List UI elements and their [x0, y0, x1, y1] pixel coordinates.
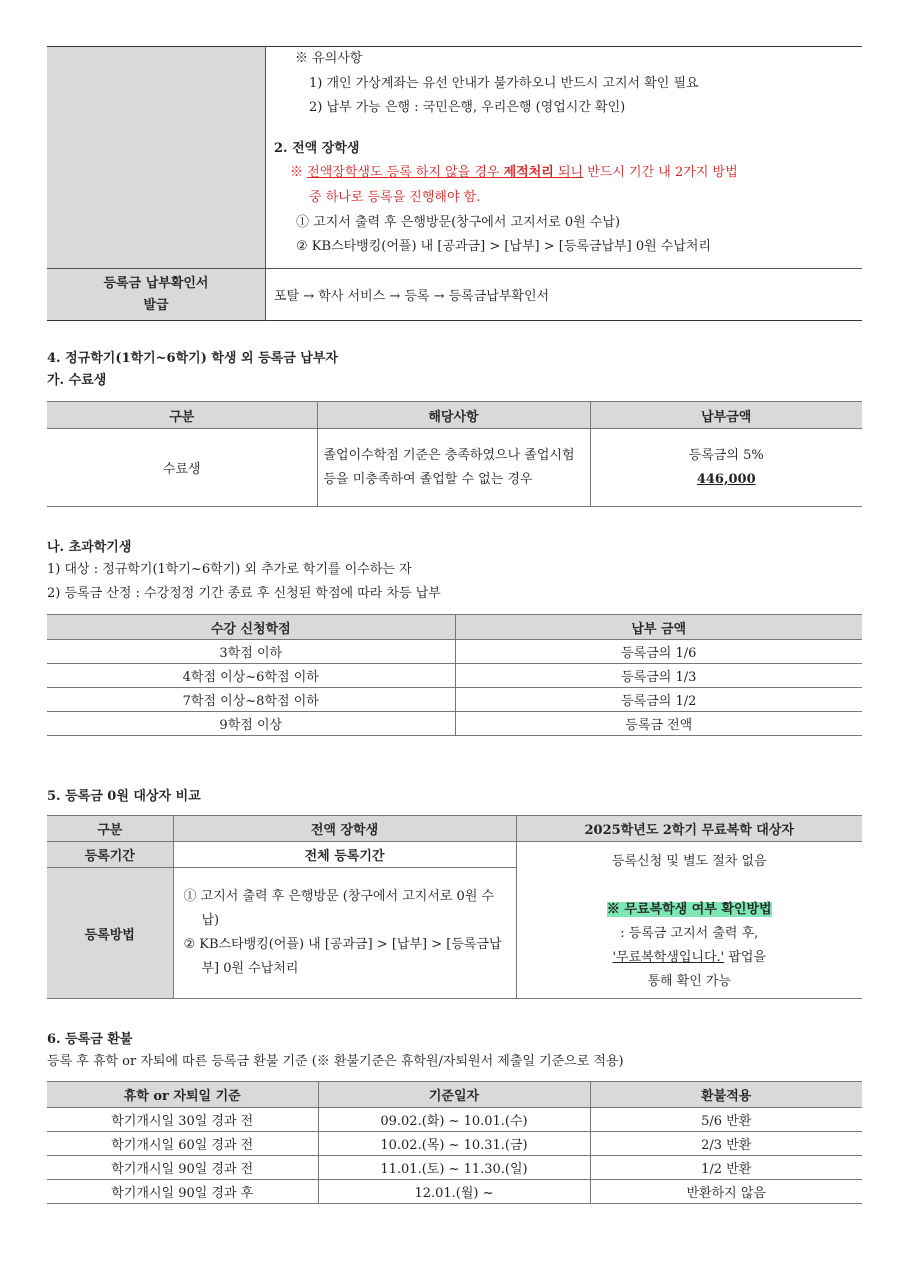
col-header-scholar: 전액 장학생: [173, 816, 516, 842]
row-amount: [590, 429, 862, 507]
row-condition: 졸업이수학점 기준은 충족하였으나 졸업시험 등을 미충족하여 졸업할 수 없는 경우: [317, 429, 590, 507]
col-header-category: 구분: [47, 816, 173, 842]
col-header-free: 2025학년도 2학기 무료복학 대상자: [516, 816, 862, 842]
warn-prefix: ※: [290, 165, 308, 181]
col-header-basis: 휴학 or 자퇴일 기준: [47, 1082, 318, 1108]
note-1: 1) 개인 가상계좌는 유선 안내가 불가하오니 반드시 고지서 확인 필요: [309, 75, 699, 91]
payment-cell: 등록금의 1/3: [455, 664, 862, 688]
basis-cell: 학기개시일 60일 경과 전: [47, 1132, 318, 1156]
col-header-condition: 해당사항: [317, 402, 590, 429]
method-label: 등록방법: [47, 868, 173, 999]
note-2: 2) 납부 가능 은행 : 국민은행, 우리은행 (영업시간 확인): [309, 100, 626, 116]
date-cell: 12.01.(월) ~: [318, 1180, 590, 1204]
refund-cell: 2/3 반환: [590, 1132, 862, 1156]
excess-calc: 2) 등록금 산정 : 수강정정 기간 종료 후 신청된 학점에 따라 차등 납부: [47, 586, 441, 601]
notice-row: [47, 47, 862, 269]
table-row: [47, 1156, 862, 1180]
credit-cell: 7학점 이상~8학점 이하: [47, 688, 455, 712]
zero-fee-compare-table: [47, 815, 862, 999]
free-check-3: 통해 확인 가능: [647, 974, 732, 989]
label-cell-empty: [47, 47, 266, 269]
table-row: [47, 1180, 862, 1204]
free-check-title: ※ 무료복학생 여부 확인방법: [606, 902, 772, 917]
section4-sub-a: 가. 수료생: [47, 373, 107, 388]
warn-underlined-1: 전액장학생도 등록 하지 않을 경우: [307, 165, 504, 181]
table-row: [47, 688, 862, 712]
table-row: [47, 664, 862, 688]
section4-title: 4. 정규학기(1학기~6학기) 학생 외 등록금 납부자: [47, 351, 338, 366]
excess-target: 1) 대상 : 정규학기(1학기~6학기) 외 추가로 학기를 이수하는 자: [47, 562, 412, 577]
confirm-label-2: 발급: [143, 297, 169, 313]
date-cell: 09.02.(화) ~ 10.01.(수): [318, 1108, 590, 1132]
col-header-credits: 수강 신청학점: [47, 615, 455, 640]
col-header-amount: 납부금액: [590, 402, 862, 429]
credit-cell: 3학점 이하: [47, 640, 455, 664]
table-row: [47, 640, 862, 664]
col-header-date: 기준일자: [318, 1082, 590, 1108]
graduate-candidate-table: [47, 401, 862, 507]
refund-cell: 반환하지 않음: [590, 1180, 862, 1204]
confirm-row: [47, 269, 862, 321]
credit-table: [47, 614, 862, 736]
col-header-payment: 납부 금액: [455, 615, 862, 640]
credit-cell: 4학점 이상~6학점 이하: [47, 664, 455, 688]
basis-cell: 학기개시일 30일 경과 전: [47, 1108, 318, 1132]
period-free: 등록신청 및 별도 절차 없음: [611, 854, 767, 869]
amount-value: 446,000: [696, 471, 756, 487]
free-info-cell: [516, 842, 862, 999]
warn-bold: 제적처리: [503, 165, 554, 181]
free-check-2: [517, 946, 863, 970]
payment-cell: 등록금 전액: [455, 712, 862, 736]
method-cell: [173, 868, 516, 999]
payment-cell: 등록금의 1/2: [455, 688, 862, 712]
confirm-label: [47, 269, 266, 321]
scholar-title: 2. 전액 장학생: [274, 140, 360, 156]
notes-title: ※ 유의사항: [295, 51, 363, 66]
notice-content-cell: [266, 47, 863, 269]
free-check-popup-text: '무료복학생입니다.': [612, 950, 725, 965]
confirm-label-1: 등록금 납부확인서: [103, 275, 209, 291]
table-row: [47, 1108, 862, 1132]
date-cell: 10.02.(목) ~ 10.31.(금): [318, 1132, 590, 1156]
method-2: ② KB스타뱅킹(어플) 내 [공과금] > [납부] > [등록금납부] 0원 수납처리: [183, 937, 502, 976]
refund-table: [47, 1081, 862, 1204]
section5-title: 5. 등록금 0원 대상자 비교: [47, 789, 201, 804]
amount-label: 등록금의 5%: [688, 447, 764, 463]
refund-cell: 5/6 반환: [590, 1108, 862, 1132]
free-check-1: : 등록금 고지서 출력 후,: [620, 926, 759, 941]
col-header-category: 구분: [47, 402, 317, 429]
credit-cell: 9학점 이상: [47, 712, 455, 736]
row-category: 수료생: [47, 429, 317, 507]
basis-cell: 학기개시일 90일 경과 전: [47, 1156, 318, 1180]
section6-title: 6. 등록금 환불: [47, 1032, 133, 1047]
refund-cell: 1/2 반환: [590, 1156, 862, 1180]
col-header-refund: 환불적용: [590, 1082, 862, 1108]
confirm-value: 포탈 → 학사 서비스 → 등록 → 등록금납부확인서: [266, 269, 863, 321]
basis-cell: 학기개시일 90일 경과 후: [47, 1180, 318, 1204]
table-row: [47, 712, 862, 736]
payment-cell: 등록금의 1/6: [455, 640, 862, 664]
payment-notice-table: [47, 46, 862, 321]
scholar-method-1: ① 고지서 출력 후 은행방문(창구에서 고지서로 0원 수납): [296, 214, 621, 230]
date-cell: 11.01.(토) ~ 11.30.(일): [318, 1156, 590, 1180]
scholar-warning-line2: 중 하나로 등록을 진행해야 함.: [309, 189, 481, 205]
scholar-method-2: ② KB스타뱅킹(어플) 내 [공과금] > [납부] > [등록금납부] 0원 수납처리: [296, 239, 712, 255]
warn-rest: 반드시 기간 내 2가지 방법: [583, 165, 738, 181]
section4-sub-b: 나. 초과학기생: [47, 540, 132, 555]
section6-desc: 등록 후 휴학 or 자퇴에 따른 등록금 환불 기준 (※ 환불기준은 휴학원/자퇴원서 제출일 기준으로 적용): [47, 1054, 624, 1069]
table-row: [47, 1132, 862, 1156]
scholar-warning: [266, 161, 862, 186]
method-1: ① 고지서 출력 후 은행방문 (창구에서 고지서로 0원 수납): [183, 889, 495, 928]
warn-underlined-2: 되니: [553, 165, 584, 181]
period-label: 등록기간: [47, 842, 173, 868]
free-check-2-rest: 팝업을: [724, 950, 767, 965]
period-scholar: 전체 등록기간: [173, 842, 516, 868]
